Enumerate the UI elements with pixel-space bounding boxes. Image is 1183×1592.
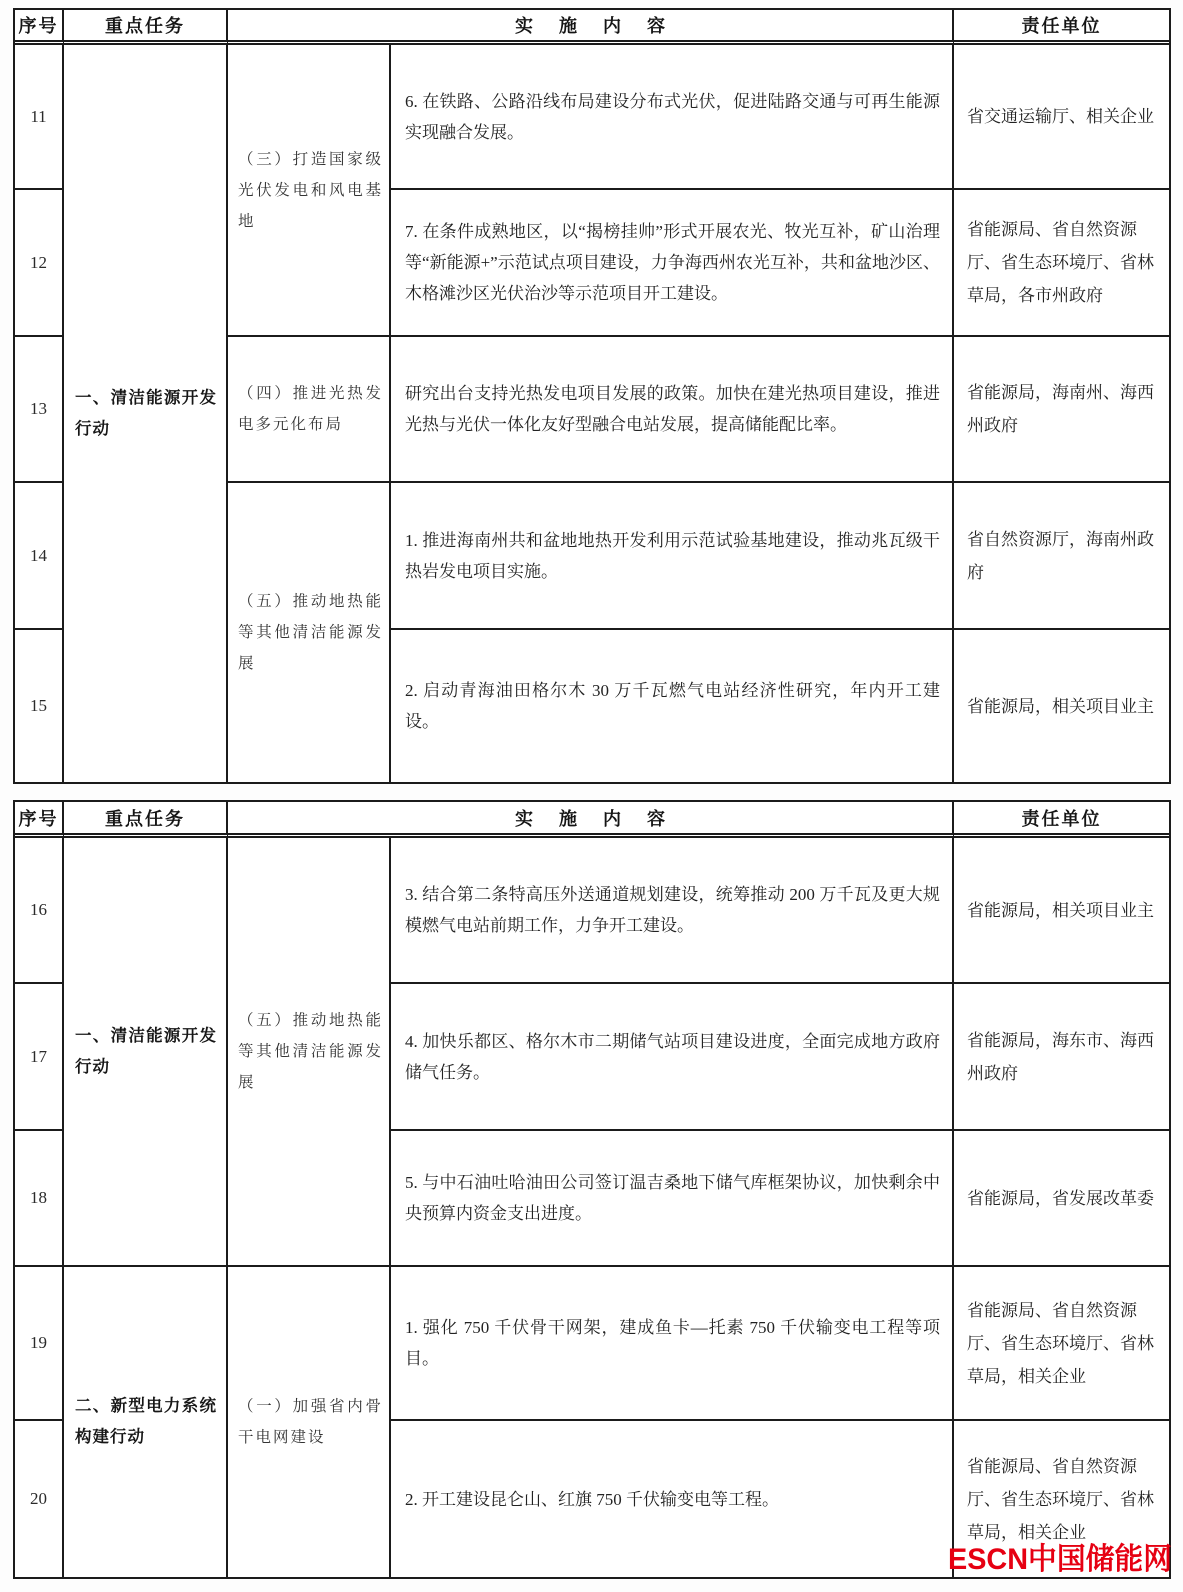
col-header-unit: 责任单位 (954, 802, 1169, 838)
subtask-cell-5 (228, 838, 391, 1267)
unit-cell-14 (954, 483, 1169, 630)
unit-cell-12 (954, 190, 1169, 337)
serial-cell-17: 17 (15, 984, 64, 1131)
unit-cell-17 (954, 984, 1169, 1131)
subtask-label: （一）加强省内骨干电网建设 (238, 1398, 383, 1446)
task-group-label: 一、清洁能源开发行动 (75, 1026, 217, 1076)
col-header-serial: 序号 (15, 10, 64, 45)
unit-text: 省能源局，相关项目业主 (967, 900, 1154, 920)
task-group-cell-2 (64, 1267, 228, 1577)
unit-text: 省能源局、省自然资源厅、省生态环境厅、省林草局，相关企业 (967, 1300, 1154, 1386)
subtask-cell-1 (228, 1267, 391, 1577)
col-header-task: 重点任务 (64, 10, 228, 45)
col-header-task: 重点任务 (64, 802, 228, 838)
content-cell-18 (391, 1131, 954, 1267)
serial-cell-12: 12 (15, 190, 64, 337)
task-table-section-1 (13, 8, 1171, 784)
serial-cell-13: 13 (15, 337, 64, 483)
subtask-cell-5 (228, 483, 391, 782)
content-text: 7. 在条件成熟地区，以“揭榜挂帅”形式开展农光、牧光互补，矿山治理等“新能源+”示范试点项目建设，力争海西州农光互补，共和盆地沙区、木格滩沙区光伏治沙等示范项目开工建设。 (405, 222, 940, 303)
serial-cell-16: 16 (15, 838, 64, 984)
col-header-content: 实施内容 (228, 802, 954, 838)
task-group-cell (64, 45, 228, 782)
content-cell-11 (391, 45, 954, 190)
subtask-label: （四）推进光热发电多元化布局 (238, 385, 383, 433)
escn-watermark-logo: ESCN中国储能网 (948, 1543, 1173, 1576)
unit-cell-16 (954, 838, 1169, 984)
serial-cell-19: 19 (15, 1267, 64, 1421)
unit-cell-15 (954, 630, 1169, 782)
content-cell-15 (391, 630, 954, 782)
serial-cell-18: 18 (15, 1131, 64, 1267)
content-cell-14 (391, 483, 954, 630)
subtask-cell-4 (228, 337, 391, 483)
content-text: 1. 推进海南州共和盆地地热开发利用示范试验基地建设，推动兆瓦级干热岩发电项目实施。 (405, 530, 940, 581)
unit-text: 省能源局，海南州、海西州政府 (967, 383, 1154, 435)
content-cell-19 (391, 1267, 954, 1421)
content-cell-16 (391, 838, 954, 984)
task-table-section-2 (13, 800, 1171, 1579)
serial-cell-11: 11 (15, 45, 64, 190)
unit-text: 省能源局、省自然资源厅、省生态环境厅、省林草局，相关企业 (967, 1456, 1154, 1542)
task-group-label: 二、新型电力系统构建行动 (75, 1397, 217, 1446)
unit-text: 省能源局，海东市、海西州政府 (967, 1030, 1154, 1083)
content-cell-20 (391, 1421, 954, 1577)
subtask-label: （三）打造国家级光伏发电和风电基地 (238, 150, 383, 230)
content-text: 2. 启动青海油田格尔木 30 万千瓦燃气电站经济性研究，年内开工建设。 (405, 681, 940, 731)
task-group-label: 一、清洁能源开发行动 (75, 388, 217, 438)
unit-text: 省能源局、省自然资源厅、省生态环境厅、省林草局，各市州政府 (967, 220, 1154, 305)
content-text: 4. 加快乐都区、格尔木市二期储气站项目建设进度，全面完成地方政府储气任务。 (405, 1031, 940, 1082)
content-cell-17 (391, 984, 954, 1131)
content-text: 6. 在铁路、公路沿线布局建设分布式光伏，促进陆路交通与可再生能源实现融合发展。 (405, 91, 940, 142)
task-group-cell-1 (64, 838, 228, 1267)
unit-text: 省自然资源厅，海南州政府 (967, 529, 1154, 582)
content-text: 3. 结合第二条特高压外送通道规划建设，统筹推动 200 万千瓦及更大规模燃气电站前期工作，力争开工建设。 (405, 885, 940, 935)
unit-text: 省能源局，省发展改革委 (967, 1188, 1154, 1208)
col-header-unit: 责任单位 (954, 10, 1169, 45)
unit-cell-13 (954, 337, 1169, 483)
col-header-serial: 序号 (15, 802, 64, 838)
serial-cell-15: 15 (15, 630, 64, 782)
unit-cell-11 (954, 45, 1169, 190)
serial-cell-20: 20 (15, 1421, 64, 1577)
content-cell-13 (391, 337, 954, 483)
content-cell-12 (391, 190, 954, 337)
unit-text: 省能源局，相关项目业主 (967, 696, 1154, 716)
unit-cell-18 (954, 1131, 1169, 1267)
unit-text: 省交通运输厅、相关企业 (967, 107, 1154, 126)
col-header-content: 实施内容 (228, 10, 954, 45)
subtask-cell-3 (228, 45, 391, 337)
subtask-label: （五）推动地热能等其他清洁能源发展 (238, 1012, 383, 1091)
content-text: 2. 开工建设昆仑山、红旗 750 千伏输变电等工程。 (405, 1489, 779, 1509)
content-text: 5. 与中石油吐哈油田公司签订温吉桑地下储气库框架协议，加快剩余中央预算内资金支出进度。 (405, 1173, 940, 1223)
serial-cell-14: 14 (15, 483, 64, 630)
content-text: 1. 强化 750 千伏骨干网架，建成鱼卡—托素 750 千伏输变电工程等项目。 (405, 1318, 940, 1368)
unit-cell-19 (954, 1267, 1169, 1421)
subtask-label: （五）推动地热能等其他清洁能源发展 (238, 593, 383, 672)
content-text: 研究出台支持光热发电项目发展的政策。加快在建光热项目建设，推进光热与光伏一体化友好型融合电站发展，提高储能配比率。 (405, 384, 940, 434)
